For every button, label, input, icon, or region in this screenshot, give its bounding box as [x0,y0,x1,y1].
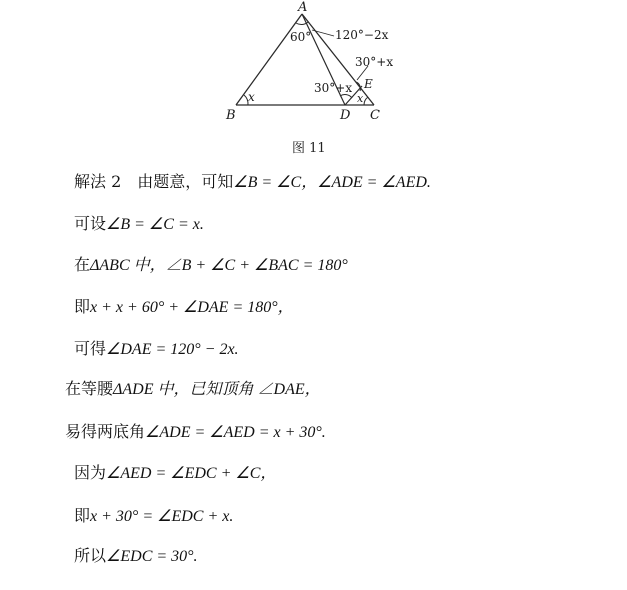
leader-A-right [312,30,334,36]
line-7-text: 易得两底角 [65,422,146,441]
line-3-math: ΔABC 中，∠B + ∠C + ∠BAC = 180° [90,257,348,274]
line-4-text: 即 [74,297,91,316]
angle-label-D: 30°+x [314,81,353,95]
solution-line-6 [65,379,321,400]
vertex-label-D: D [340,108,351,123]
solution-line-4 [74,297,294,318]
line-8-text: 因为 [74,463,107,482]
angle-label-B: x [248,90,255,104]
line-1-math: ∠B = ∠C，∠ADE = ∠AED. [233,174,431,191]
line-5-text: 可得 [74,339,107,358]
line-5-math: ∠DAE = 120° − 2x. [106,341,239,358]
triangle-diagram [0,0,627,160]
line-6-text: 在等腰 [65,379,114,398]
vertex-label-E: E [364,77,373,91]
angle-label-C: x [357,92,364,105]
line-3-text: 在 [74,255,91,274]
vertex-label-C: C [370,108,380,123]
line-6-math: ΔADE 中，已知顶角 ∠DAE， [113,381,321,398]
arc-C [364,97,368,105]
line-2-math: ∠B = ∠C = x. [106,216,204,233]
angle-label-E: 30°+x [355,55,394,69]
solution-line-10 [74,546,198,567]
edge-AB [236,14,302,105]
line-1-text: 解法 2 由题意，可知 [74,172,234,191]
figure-caption: 图 11 [292,141,326,156]
solution-line-2 [74,214,204,235]
solution-line-1 [74,172,431,193]
solution-line-9 [74,506,233,527]
solution-line-5 [74,339,239,360]
line-4-math: x + x + 60° + ∠DAE = 180°， [90,299,294,316]
solution-line-3 [74,255,348,276]
line-8-math: ∠AED = ∠EDC + ∠C， [106,465,277,482]
vertex-label-A: A [298,0,308,15]
vertex-label-B: B [226,108,236,123]
line-7-math: ∠ADE = ∠AED = x + 30°. [145,424,326,441]
solution-line-8 [74,463,276,484]
angle-label-A-right: 120°−2x [335,28,389,42]
line-9-math: x + 30° = ∠EDC + x. [90,508,234,525]
line-10-math: ∠EDC = 30°. [106,548,198,565]
line-9-text: 即 [74,506,91,525]
angle-label-A-left: 60° [290,30,312,44]
solution-line-7 [65,422,326,443]
line-10-text: 所以 [74,546,107,565]
geometry-figure [0,0,627,160]
line-2-text: 可设 [74,214,107,233]
